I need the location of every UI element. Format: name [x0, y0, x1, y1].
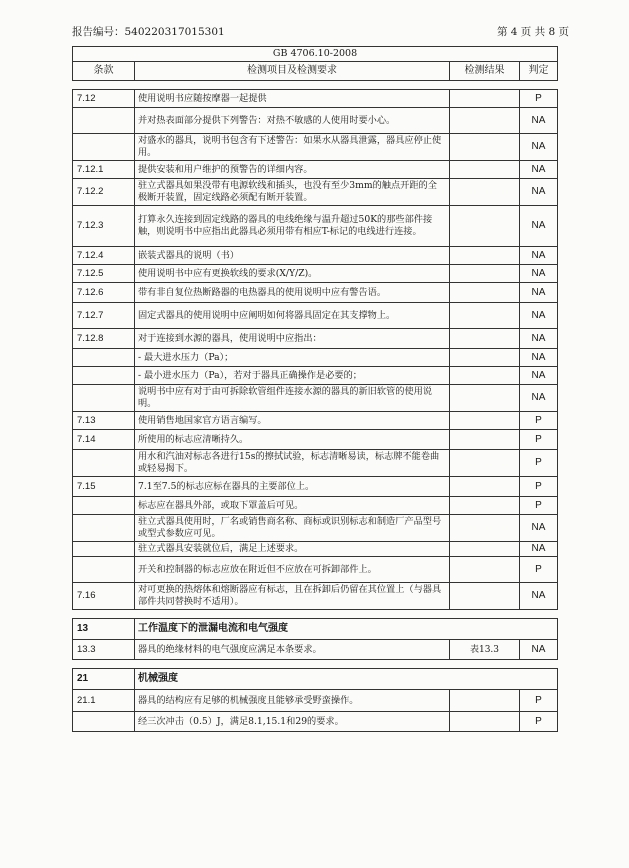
result-cell: 表13.3 [450, 640, 520, 660]
verdict-cell: NA [520, 303, 558, 329]
table-row [73, 412, 558, 430]
clause-cell: 7.12.1 [73, 161, 135, 179]
table-row [73, 690, 558, 712]
verdict-cell: P [520, 430, 558, 450]
requirement-cell: 驻立式器具使用时，厂名或销售商名称、商标或识别标志和制造厂产品型号或型式参数应可见。 [135, 515, 450, 542]
clause-cell [73, 134, 135, 161]
column-header-row [73, 62, 558, 81]
table-row [73, 515, 558, 542]
requirement-cell: 说明书中应有对于由可拆除软管组件连接水源的器具的新旧软管的使用说明。 [135, 385, 450, 412]
table-row [73, 329, 558, 349]
clause-cell [73, 542, 135, 557]
verdict-cell: P [520, 412, 558, 430]
requirement-cell: 提供安装和用户维护的预警告的详细内容。 [135, 161, 450, 179]
clause-cell [73, 515, 135, 542]
table-row [73, 247, 558, 265]
result-cell [450, 161, 520, 179]
clause-cell [73, 367, 135, 385]
result-cell [450, 542, 520, 557]
requirement-cell: 并对热表面部分提供下列警告：对热不敏感的人使用时要小心。 [135, 108, 450, 134]
table-row [73, 283, 558, 303]
requirement-cell: - 最大进水压力（Pa）； [135, 349, 450, 367]
section-title: 机械强度 [135, 669, 558, 690]
verdict-cell: P [520, 450, 558, 477]
table-row [73, 108, 558, 134]
verdict-cell: P [520, 712, 558, 732]
result-cell [450, 557, 520, 583]
requirement-cell: 带有非自复位热断路器的电热器具的使用说明中应有警告语。 [135, 283, 450, 303]
section-clause: 13 [73, 619, 135, 640]
col-header-verdict: 判定 [520, 62, 558, 81]
requirement-cell: 驻立式器具安装就位后，满足上述要求。 [135, 542, 450, 557]
verdict-cell: NA [520, 329, 558, 349]
verdict-cell: NA [520, 385, 558, 412]
verdict-cell: P [520, 690, 558, 712]
requirement-cell: 使用说明书应随按摩器一起提供 [135, 90, 450, 108]
table-row [73, 542, 558, 557]
table-spacer [73, 81, 558, 90]
table-spacer [73, 660, 558, 669]
clause-cell [73, 385, 135, 412]
requirement-cell: 标志应在器具外部，或取下罩盖后可见。 [135, 497, 450, 515]
result-cell [450, 412, 520, 430]
verdict-cell: NA [520, 179, 558, 206]
result-cell [450, 477, 520, 497]
table-spacer [73, 610, 558, 619]
verdict-cell: NA [520, 367, 558, 385]
clause-cell [73, 450, 135, 477]
standard-code: GB 4706.10-2008 [73, 47, 558, 62]
clause-cell: 7.12 [73, 90, 135, 108]
clause-cell: 7.12.2 [73, 179, 135, 206]
clause-cell [73, 349, 135, 367]
clause-cell [73, 557, 135, 583]
page-number: 第 4 页 共 8 页 [496, 26, 569, 38]
result-cell [450, 329, 520, 349]
requirement-cell: 器具的绝缘材料的电气强度应满足本条要求。 [135, 640, 450, 660]
verdict-cell: NA [520, 206, 558, 247]
clause-cell: 7.12.6 [73, 283, 135, 303]
result-cell [450, 108, 520, 134]
requirement-cell: 打算永久连接到固定线路的器具的电线绝缘与温升超过50K的那些部件接触，则说明书中应指出此器具必须用带有相应T-标记的电线进行连接。 [135, 206, 450, 247]
verdict-cell: P [520, 497, 558, 515]
report-number: 报告编号：540220317015301 [72, 26, 225, 38]
requirement-cell: 用水和汽油对标志各进行15s的擦拭试验，标志清晰易读，标志牌不能卷曲或轻易揭下。 [135, 450, 450, 477]
clause-cell [73, 497, 135, 515]
result-cell [450, 385, 520, 412]
col-header-clause: 条款 [73, 62, 135, 81]
requirement-cell: 开关和控制器的标志应放在附近但不应放在可拆卸部件上。 [135, 557, 450, 583]
table-row [73, 303, 558, 329]
table-row [73, 477, 558, 497]
result-cell [450, 90, 520, 108]
verdict-cell: NA [520, 134, 558, 161]
requirement-cell: 固定式器具的使用说明中应阐明如何将器具固定在其支撑物上。 [135, 303, 450, 329]
verdict-cell: P [520, 477, 558, 497]
table-row [73, 161, 558, 179]
table-row [73, 206, 558, 247]
table-row [73, 134, 558, 161]
section-title: 工作温度下的泄漏电流和电气强度 [135, 619, 558, 640]
verdict-cell: NA [520, 161, 558, 179]
verdict-cell: NA [520, 515, 558, 542]
result-cell [450, 265, 520, 283]
verdict-cell: NA [520, 283, 558, 303]
result-cell [450, 367, 520, 385]
verdict-cell: NA [520, 583, 558, 610]
table-row [73, 265, 558, 283]
result-cell [450, 430, 520, 450]
result-cell [450, 712, 520, 732]
result-cell [450, 283, 520, 303]
clause-cell: 21.1 [73, 690, 135, 712]
result-cell [450, 303, 520, 329]
verdict-cell: NA [520, 542, 558, 557]
section-header-row [73, 619, 558, 640]
result-cell [450, 179, 520, 206]
verdict-cell: NA [520, 349, 558, 367]
requirement-cell: 对可更换的热熔体和熔断器应有标志，且在拆卸后仍留在其位置上（与器具部件共同替换时不适用）。 [135, 583, 450, 610]
table-row [73, 497, 558, 515]
table-row [73, 557, 558, 583]
requirement-cell: 对盛水的器具，说明书包含有下述警告：如果水从器具泄露，器具应停止使用。 [135, 134, 450, 161]
clause-cell: 7.12.4 [73, 247, 135, 265]
result-cell [450, 349, 520, 367]
requirement-cell: - 最小进水压力（Pa），若对于器具正确操作是必要的； [135, 367, 450, 385]
clause-cell: 7.15 [73, 477, 135, 497]
table-row [73, 712, 558, 732]
table-row [73, 640, 558, 660]
result-cell [450, 497, 520, 515]
requirement-cell: 对于连接到水源的器具，使用说明中应指出： [135, 329, 450, 349]
result-cell [450, 515, 520, 542]
result-cell [450, 247, 520, 265]
table-row [73, 179, 558, 206]
requirement-cell: 经三次冲击（0.5）J，满足8.1,15.1和29的要求。 [135, 712, 450, 732]
col-header-result: 检测结果 [450, 62, 520, 81]
clause-cell [73, 108, 135, 134]
section-clause: 21 [73, 669, 135, 690]
inspection-table [72, 46, 558, 732]
verdict-cell: NA [520, 640, 558, 660]
report-header [72, 24, 569, 39]
table-row [73, 349, 558, 367]
col-header-requirement: 检测项目及检测要求 [135, 62, 450, 81]
clause-cell: 7.14 [73, 430, 135, 450]
clause-cell: 13.3 [73, 640, 135, 660]
section-header-row [73, 669, 558, 690]
clause-cell: 7.16 [73, 583, 135, 610]
result-cell [450, 690, 520, 712]
table-row [73, 90, 558, 108]
verdict-cell: NA [520, 265, 558, 283]
verdict-cell: P [520, 557, 558, 583]
verdict-cell: P [520, 90, 558, 108]
requirement-cell: 嵌装式器具的说明（书） [135, 247, 450, 265]
verdict-cell: NA [520, 247, 558, 265]
result-cell [450, 450, 520, 477]
clause-cell: 7.12.8 [73, 329, 135, 349]
requirement-cell: 所使用的标志应清晰持久。 [135, 430, 450, 450]
clause-cell: 7.12.5 [73, 265, 135, 283]
table-row [73, 367, 558, 385]
verdict-cell: NA [520, 108, 558, 134]
table-row [73, 450, 558, 477]
requirement-cell: 使用说明书中应有更换软线的要求(X/Y/Z)。 [135, 265, 450, 283]
standard-row [73, 47, 558, 62]
clause-cell: 7.12.7 [73, 303, 135, 329]
requirement-cell: 器具的结构应有足够的机械强度且能够承受野蛮操作。 [135, 690, 450, 712]
requirement-cell: 驻立式器具如果没带有电源软线和插头，也没有至少3mm的触点开距的全极断开装置，固定线路必须配有断开装置。 [135, 179, 450, 206]
clause-cell [73, 712, 135, 732]
result-cell [450, 206, 520, 247]
requirement-cell: 使用销售地国家官方语言编写。 [135, 412, 450, 430]
table-row [73, 583, 558, 610]
requirement-cell: 7.1至7.5的标志应标在器具的主要部位上。 [135, 477, 450, 497]
clause-cell: 7.13 [73, 412, 135, 430]
result-cell [450, 583, 520, 610]
result-cell [450, 134, 520, 161]
table-row [73, 430, 558, 450]
table-row [73, 385, 558, 412]
clause-cell: 7.12.3 [73, 206, 135, 247]
